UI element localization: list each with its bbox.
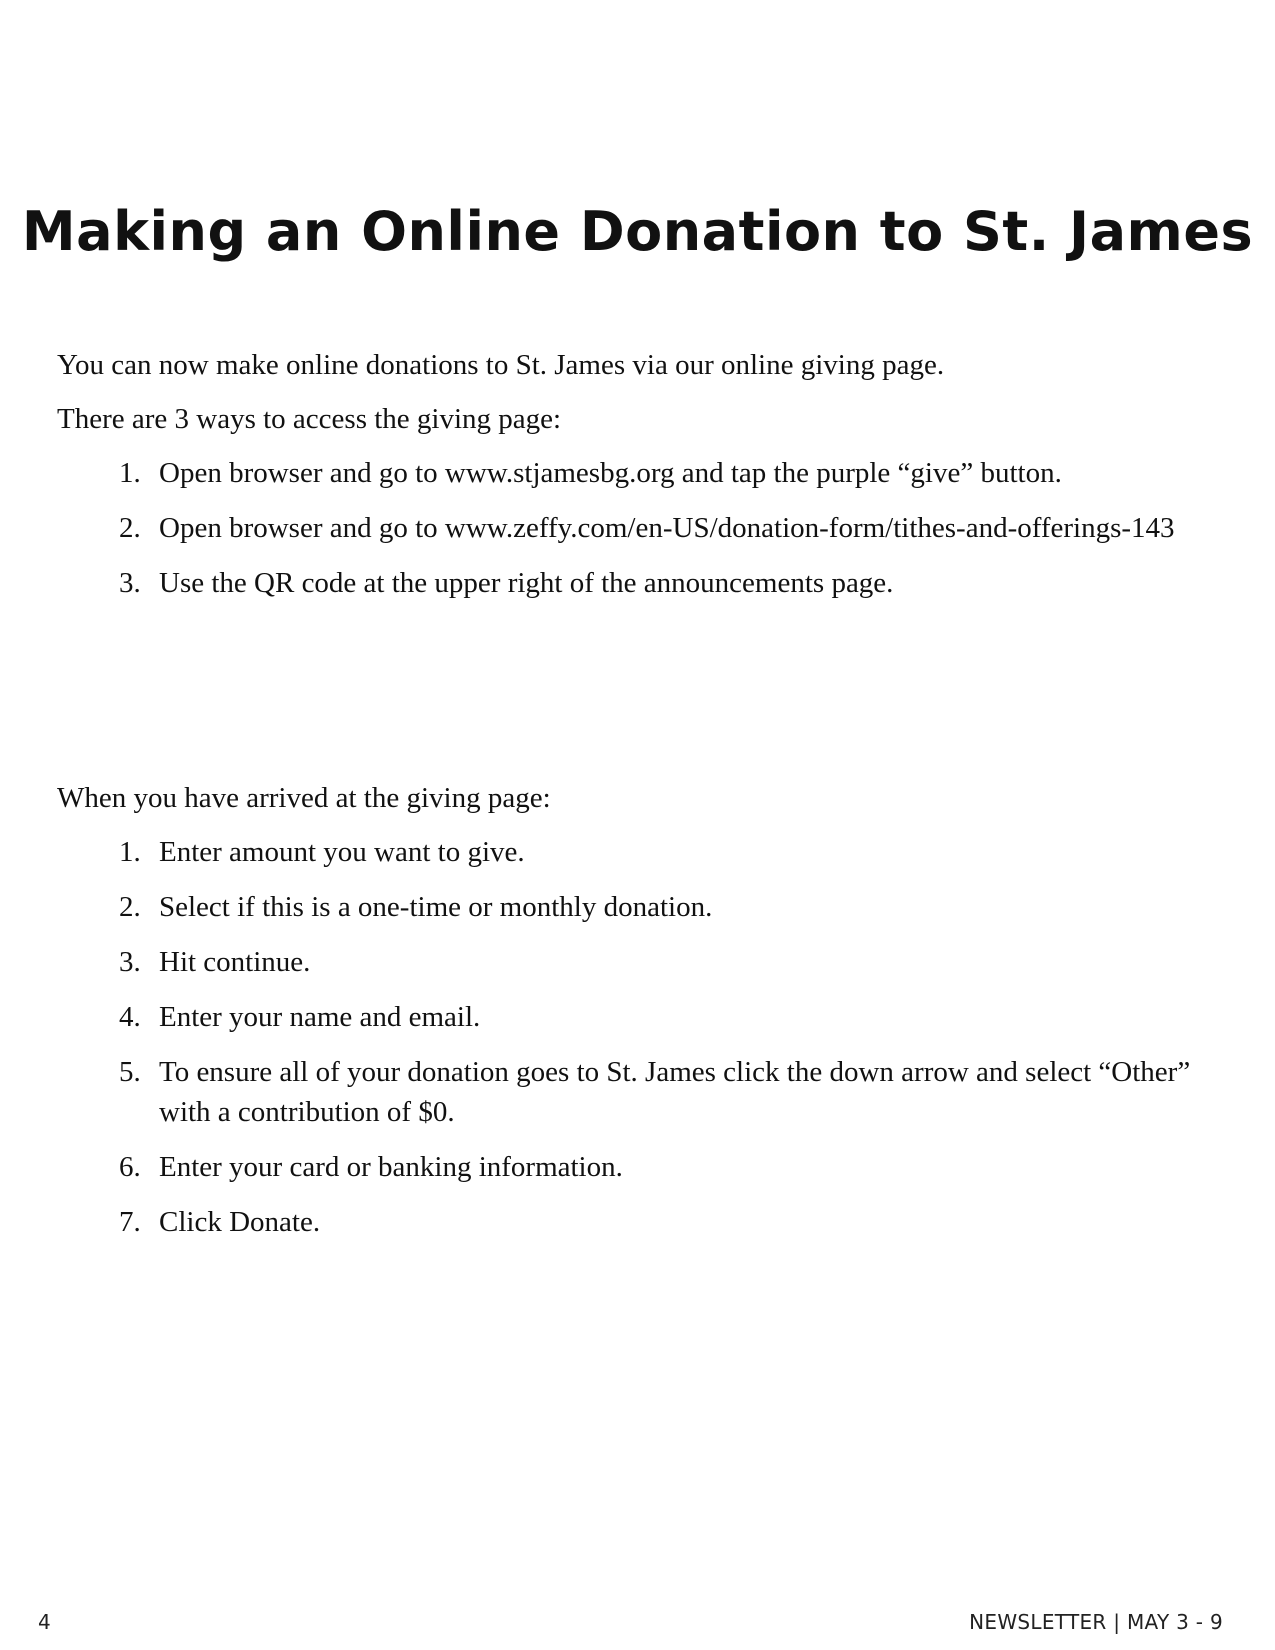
list-item [57,887,1197,927]
list-item [57,1147,1197,1187]
giving-steps-section [57,778,1197,1257]
list-item-text: Hit continue. [159,946,311,979]
list-item-text: Enter your name and email. [159,1001,481,1034]
list-item [57,832,1197,872]
list-item-text: Enter amount you want to give. [159,836,525,869]
list-item-text: Select if this is a one-time or monthly donation. [159,891,713,924]
list-item-number: 5. [119,1056,141,1089]
list-item-text: To ensure all of your donation goes to St. James click the down arrow and select “Other” with a contribution of $0. [159,1056,1191,1129]
giving-steps-list [57,832,1197,1242]
page-number: 4 [38,1610,51,1634]
list-item [57,1202,1197,1242]
list-item-number: 2. [119,512,141,545]
list-item-number: 7. [119,1206,141,1239]
list-item-text: Use the QR code at the upper right of the announcements page. [159,567,894,600]
access-section [57,345,1197,618]
intro-paragraph: You can now make online donations to St. James via our online giving page. [57,349,945,381]
newsletter-footer-label: NEWSLETTER | MAY 3 - 9 [969,1610,1223,1634]
access-lead-paragraph: There are 3 ways to access the giving page: [57,403,562,436]
list-item-number: 6. [119,1151,141,1184]
list-item [57,997,1197,1037]
list-item [57,563,1197,603]
list-item [57,508,1197,548]
list-item-number: 3. [119,946,141,979]
page-title: Making an Online Donation to St. James [21,200,1254,263]
list-item [57,942,1197,982]
list-item-number: 4. [119,1001,141,1034]
list-item-text: Open browser and go to www.zeffy.com/en-US/donation-form/tithes-and-offerings-143 [159,512,1175,545]
list-item [57,453,1197,493]
steps-lead-paragraph: When you have arrived at the giving page: [57,782,551,814]
list-item-number: 1. [119,836,141,869]
access-methods-list [57,453,1197,603]
list-item-number: 3. [119,567,141,600]
list-item-number: 2. [119,891,141,924]
list-item-number: 1. [119,457,141,490]
list-item-text: Click Donate. [159,1206,321,1239]
list-item-text: Open browser and go to www.stjamesbg.org and tap the purple “give” button. [159,457,1062,490]
list-item [57,1052,1197,1132]
list-item-text: Enter your card or banking information. [159,1151,623,1184]
